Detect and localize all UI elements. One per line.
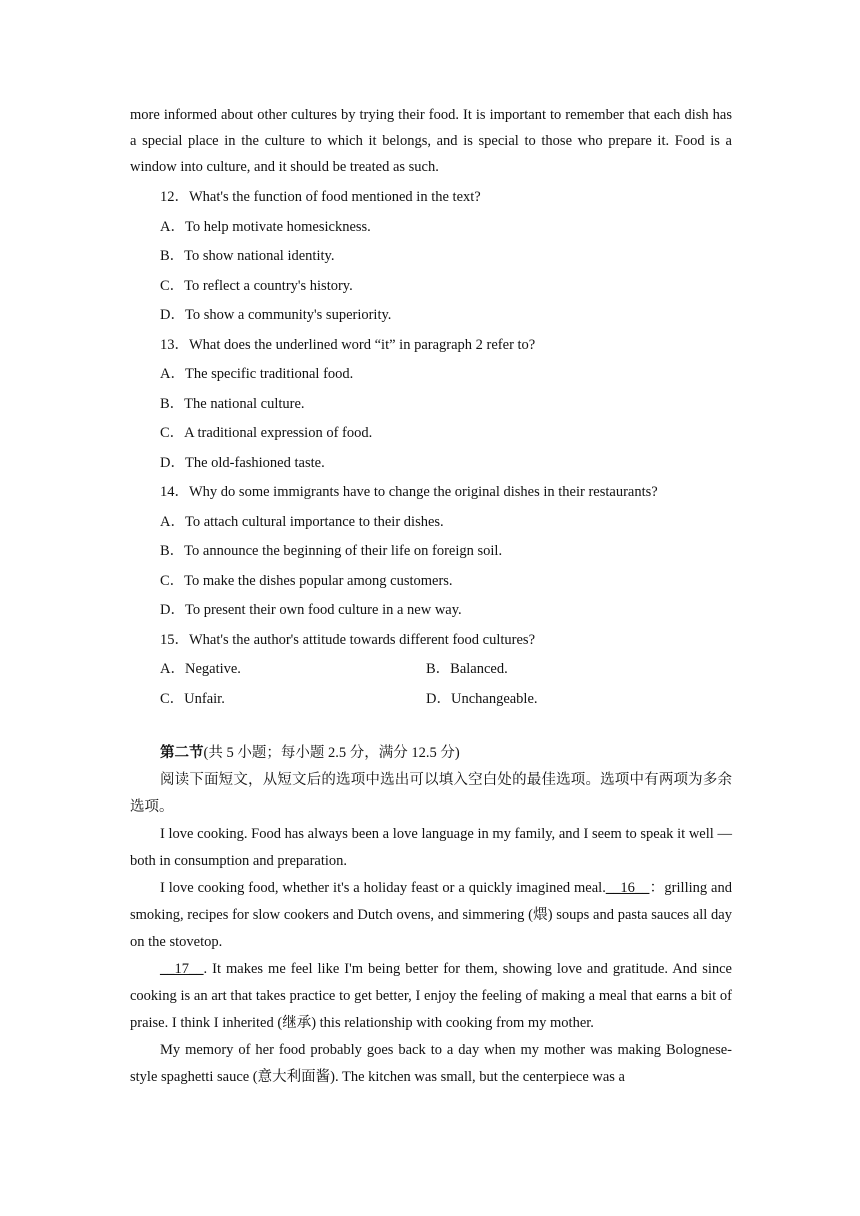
option-15c: C．Unfair.: [160, 690, 225, 707]
option-14d: D．To present their own food culture in a new way.: [160, 602, 462, 618]
document-page: [130, 102, 732, 1091]
option-14a: A．To attach cultural importance to their dishes.: [160, 513, 444, 530]
options-15-row-2: [160, 685, 732, 715]
option-13a: A．The specific traditional food.: [160, 366, 354, 382]
option-13c: C．A traditional expression of food.: [160, 425, 373, 441]
blank-16: __16__: [605, 880, 650, 896]
option-14b: B．To announce the beginning of their life on foreign soil.: [160, 543, 503, 559]
option-12c: C．To reflect a country's history.: [160, 277, 353, 294]
question-15: 15．What's the author's attitude towards different food cultures?: [160, 631, 536, 648]
question-14: 14．Why do some immigrants have to change the original dishes in their restaurants?: [160, 484, 658, 500]
question-12: 12．What's the function of food mentioned in the text?: [160, 189, 481, 205]
option-12d: D．To show a community's superiority.: [160, 307, 392, 323]
option-13b: B．The national culture.: [160, 395, 305, 412]
option-12a: A．To help motivate homesickness.: [160, 218, 371, 235]
passage-paragraph-3: [130, 956, 732, 1037]
options-15-row-1: [160, 655, 732, 685]
passage-paragraph-1: I love cooking. Food has always been a love language in my family, and I seem to speak it well — both in consumption and preparation.: [130, 826, 732, 869]
question-13: 13．What does the underlined word “it” in paragraph 2 refer to?: [160, 336, 536, 353]
option-14c: C．To make the dishes popular among customers.: [160, 572, 453, 589]
passage-p3-after: . It makes me feel like I'm being better for them, showing love and gratitude. And since cooking is an art that takes practice to get better, I enjoy the feeling of making a meal that earns a bit of praise. I think I inherited (继承) this relationship with cooking from my mother.: [130, 961, 732, 1031]
passage-p2-after: ：grilling and smoking, recipes for slow cookers and Dutch ovens, and simmering (煨) soups and pasta sauces all day on the stovetop.: [130, 880, 732, 950]
option-15a: A．Negative.: [160, 661, 241, 677]
option-15b: B．Balanced.: [426, 661, 508, 677]
section-2-heading: [160, 740, 732, 767]
blank-17: __17__: [160, 961, 204, 977]
passage-paragraph-4: My memory of her food probably goes back to a day when my mother was making Bolognese-style spaghetti sauce (意大利面酱). The kitchen was small, but the centerpiece was a: [130, 1042, 732, 1085]
section-2-instruction: 阅读下面短文，从短文后的选项中选出可以填入空白处的最佳选项。选项中有两项为多余选项。: [130, 772, 732, 815]
passage-paragraph-2: [130, 875, 732, 956]
passage-p2-before: I love cooking food, whether it's a holiday feast or a quickly imagined meal.: [160, 880, 606, 896]
option-12b: B．To show national identity.: [160, 248, 335, 264]
intro-paragraph: more informed about other cultures by trying their food. It is important to remember that each dish has a special place in the culture to which it belongs, and is special to those who prepare it. Food is a window into culture, and it should be treated as such.: [130, 107, 732, 175]
section-2-title: 第二节: [160, 745, 204, 761]
option-15d: D．Unchangeable.: [426, 690, 538, 707]
option-13d: D．The old-fashioned taste.: [160, 454, 325, 471]
section-2-scoring: (共 5 小题；每小题 2.5 分，满分 12.5 分): [203, 745, 460, 761]
